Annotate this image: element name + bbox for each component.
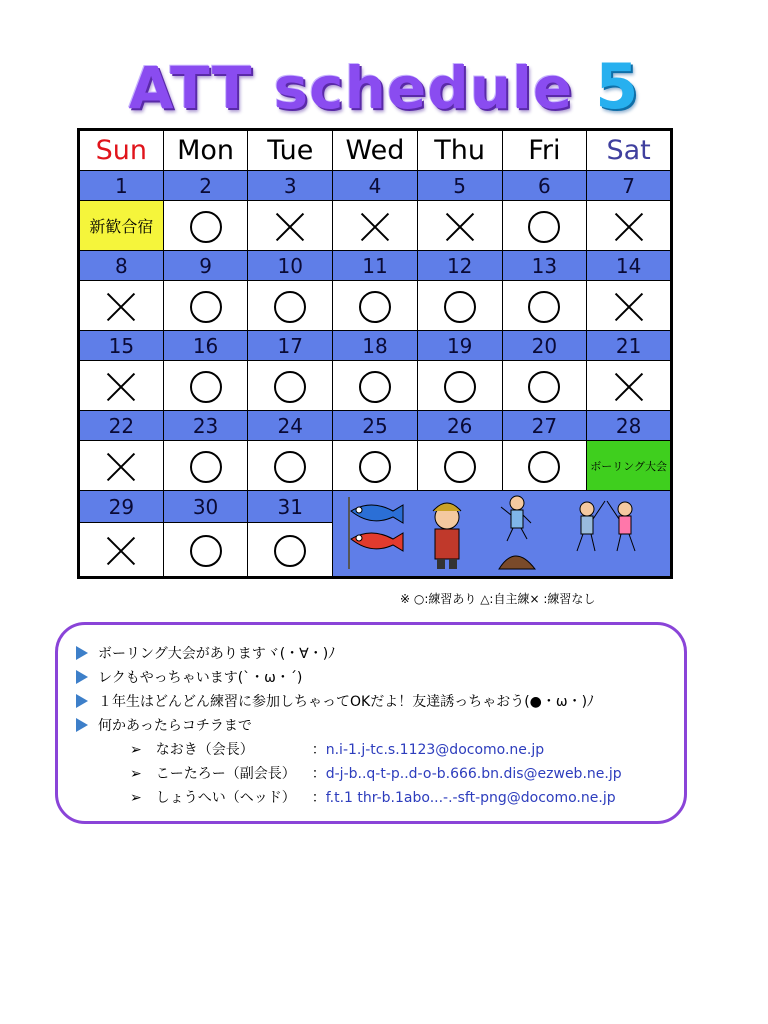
date-cell: 3 [248,171,333,201]
contact-item [130,739,544,759]
date-cell: 30 [163,491,248,523]
title-month: 5 [595,50,640,123]
note-item [76,691,594,711]
mark-row [79,441,672,491]
bullet-arrow-icon [76,646,88,660]
contact-item [130,763,622,783]
weekday-tue: Tue [248,130,333,171]
cross-mark-icon [105,535,137,567]
date-row [79,411,672,441]
date-cell: 5 [417,171,502,201]
notes-box [55,622,687,824]
date-cell: 27 [502,411,587,441]
circle-mark-icon [528,291,560,323]
event-cell: ボーリング大会 [587,441,672,491]
date-cell: 31 [248,491,333,523]
jumping-child-icon [499,496,535,569]
date-cell: 4 [333,171,418,201]
circle-mark-icon [190,535,222,567]
practice-cell [248,523,333,578]
practice-cell [163,361,248,411]
date-row [79,331,672,361]
contact-item [130,787,616,807]
date-cell: 7 [587,171,672,201]
contact-email[interactable]: f.t.1 thr-b.1abo...-.-sft-png@docomo.ne.jp [325,790,616,806]
practice-cell [417,441,502,491]
date-cell: 28 [587,411,672,441]
event-cell: 新歓合宿 [79,201,164,251]
date-cell: 18 [333,331,418,361]
practice-cell [163,441,248,491]
date-cell: 24 [248,411,333,441]
title-text: ATT schedule [128,54,574,122]
no-practice-cell [587,281,672,331]
date-cell: 12 [417,251,502,281]
practice-cell [502,281,587,331]
bullet-arrow-icon [76,718,88,732]
date-cell: 26 [417,411,502,441]
date-cell: 23 [163,411,248,441]
circle-mark-icon [274,535,306,567]
contact-label: しょうへい（ヘッド） [155,790,296,806]
mark-row [79,361,672,411]
date-cell: 19 [417,331,502,361]
contact-sep: ： [311,742,326,758]
date-cell: 10 [248,251,333,281]
no-practice-cell [587,361,672,411]
date-cell: 2 [163,171,248,201]
note-text: ボーリング大会がありますヾ(・∀・)ﾉ [98,646,336,662]
practice-cell [417,281,502,331]
weekday-fri: Fri [502,130,587,171]
circle-mark-icon [444,291,476,323]
note-item [76,643,335,663]
mark-row [79,201,672,251]
note-text: 何かあったらコチラまで [98,718,252,734]
circle-mark-icon [190,371,222,403]
cross-mark-icon [613,371,645,403]
circle-mark-icon [528,211,560,243]
note-text: １年生はどんどん練習に参加しちゃってOKだよ！友達誘っちゃおう(●・ω・)ﾉ [98,694,595,710]
koinobori-illustration [337,491,667,571]
mark-row [79,281,672,331]
cross-mark-icon [444,211,476,243]
illustration-area [333,491,672,578]
chevron-right-icon: ➢ [130,742,142,758]
contact-label: こーたろー（副会長） [155,766,296,782]
weekday-header-row [79,130,672,171]
circle-mark-icon [274,451,306,483]
date-cell: 20 [502,331,587,361]
circle-mark-icon [359,371,391,403]
practice-cell [502,201,587,251]
practice-cell [248,361,333,411]
cross-mark-icon [359,211,391,243]
circle-mark-icon [190,451,222,483]
cross-mark-icon [274,211,306,243]
high-five-kids-icon [577,501,635,551]
practice-cell [248,281,333,331]
date-cell: 16 [163,331,248,361]
contact-sep: ： [311,790,326,806]
date-cell: 14 [587,251,672,281]
page-title [0,50,768,123]
practice-cell [163,523,248,578]
circle-mark-icon [359,291,391,323]
bullet-arrow-icon [76,694,88,708]
circle-mark-icon [190,211,222,243]
circle-mark-icon [528,371,560,403]
carp-streamer-icon [349,497,403,569]
date-cell: 8 [79,251,164,281]
date-cell: 22 [79,411,164,441]
no-practice-cell [333,201,418,251]
practice-cell [163,281,248,331]
weekday-thu: Thu [417,130,502,171]
legend-text: ※ ○:練習あり △:自主練× :練習なし [400,592,596,606]
contact-email[interactable]: d-j-b..q-t-p..d-o-b.666.bn.dis@ezweb.ne.jp [325,766,622,782]
bullet-arrow-icon [76,670,88,684]
weekday-sat: Sat [587,130,672,171]
practice-cell [163,201,248,251]
practice-cell [333,361,418,411]
no-practice-cell [79,281,164,331]
weekday-mon: Mon [163,130,248,171]
chevron-right-icon: ➢ [130,790,142,806]
contact-email[interactable]: n.i-1.j-tc.s.1123@docomo.ne.jp [325,742,545,758]
circle-mark-icon [274,371,306,403]
chevron-right-icon: ➢ [130,766,142,782]
contact-label: なおき（会長） [155,742,254,758]
date-cell: 29 [79,491,164,523]
date-cell: 11 [333,251,418,281]
date-cell: 13 [502,251,587,281]
practice-cell [502,441,587,491]
practice-cell [502,361,587,411]
no-practice-cell [79,523,164,578]
weekday-wed: Wed [333,130,418,171]
cross-mark-icon [105,291,137,323]
date-row [79,171,672,201]
note-item [76,715,252,735]
date-cell: 9 [163,251,248,281]
circle-mark-icon [444,371,476,403]
date-row [79,251,672,281]
cross-mark-icon [613,211,645,243]
no-practice-cell [417,201,502,251]
date-cell: 21 [587,331,672,361]
circle-mark-icon [444,451,476,483]
calendar-table [77,128,673,579]
circle-mark-icon [274,291,306,323]
date-cell: 6 [502,171,587,201]
contact-sep: ： [311,766,326,782]
note-item [76,667,302,687]
practice-cell [333,281,418,331]
practice-cell [333,441,418,491]
note-text: レクもやっちゃいます(`・ω・´) [98,670,303,686]
date-cell: 15 [79,331,164,361]
practice-cell [417,361,502,411]
samurai-boy-icon [433,503,461,569]
no-practice-cell [587,201,672,251]
circle-mark-icon [359,451,391,483]
date-row [79,491,672,523]
date-cell: 17 [248,331,333,361]
no-practice-cell [79,441,164,491]
weekday-sun: Sun [79,130,164,171]
practice-cell [248,441,333,491]
cross-mark-icon [105,451,137,483]
circle-mark-icon [190,291,222,323]
circle-mark-icon [528,451,560,483]
date-cell: 25 [333,411,418,441]
no-practice-cell [79,361,164,411]
no-practice-cell [248,201,333,251]
date-cell: 1 [79,171,164,201]
cross-mark-icon [105,371,137,403]
cross-mark-icon [613,291,645,323]
